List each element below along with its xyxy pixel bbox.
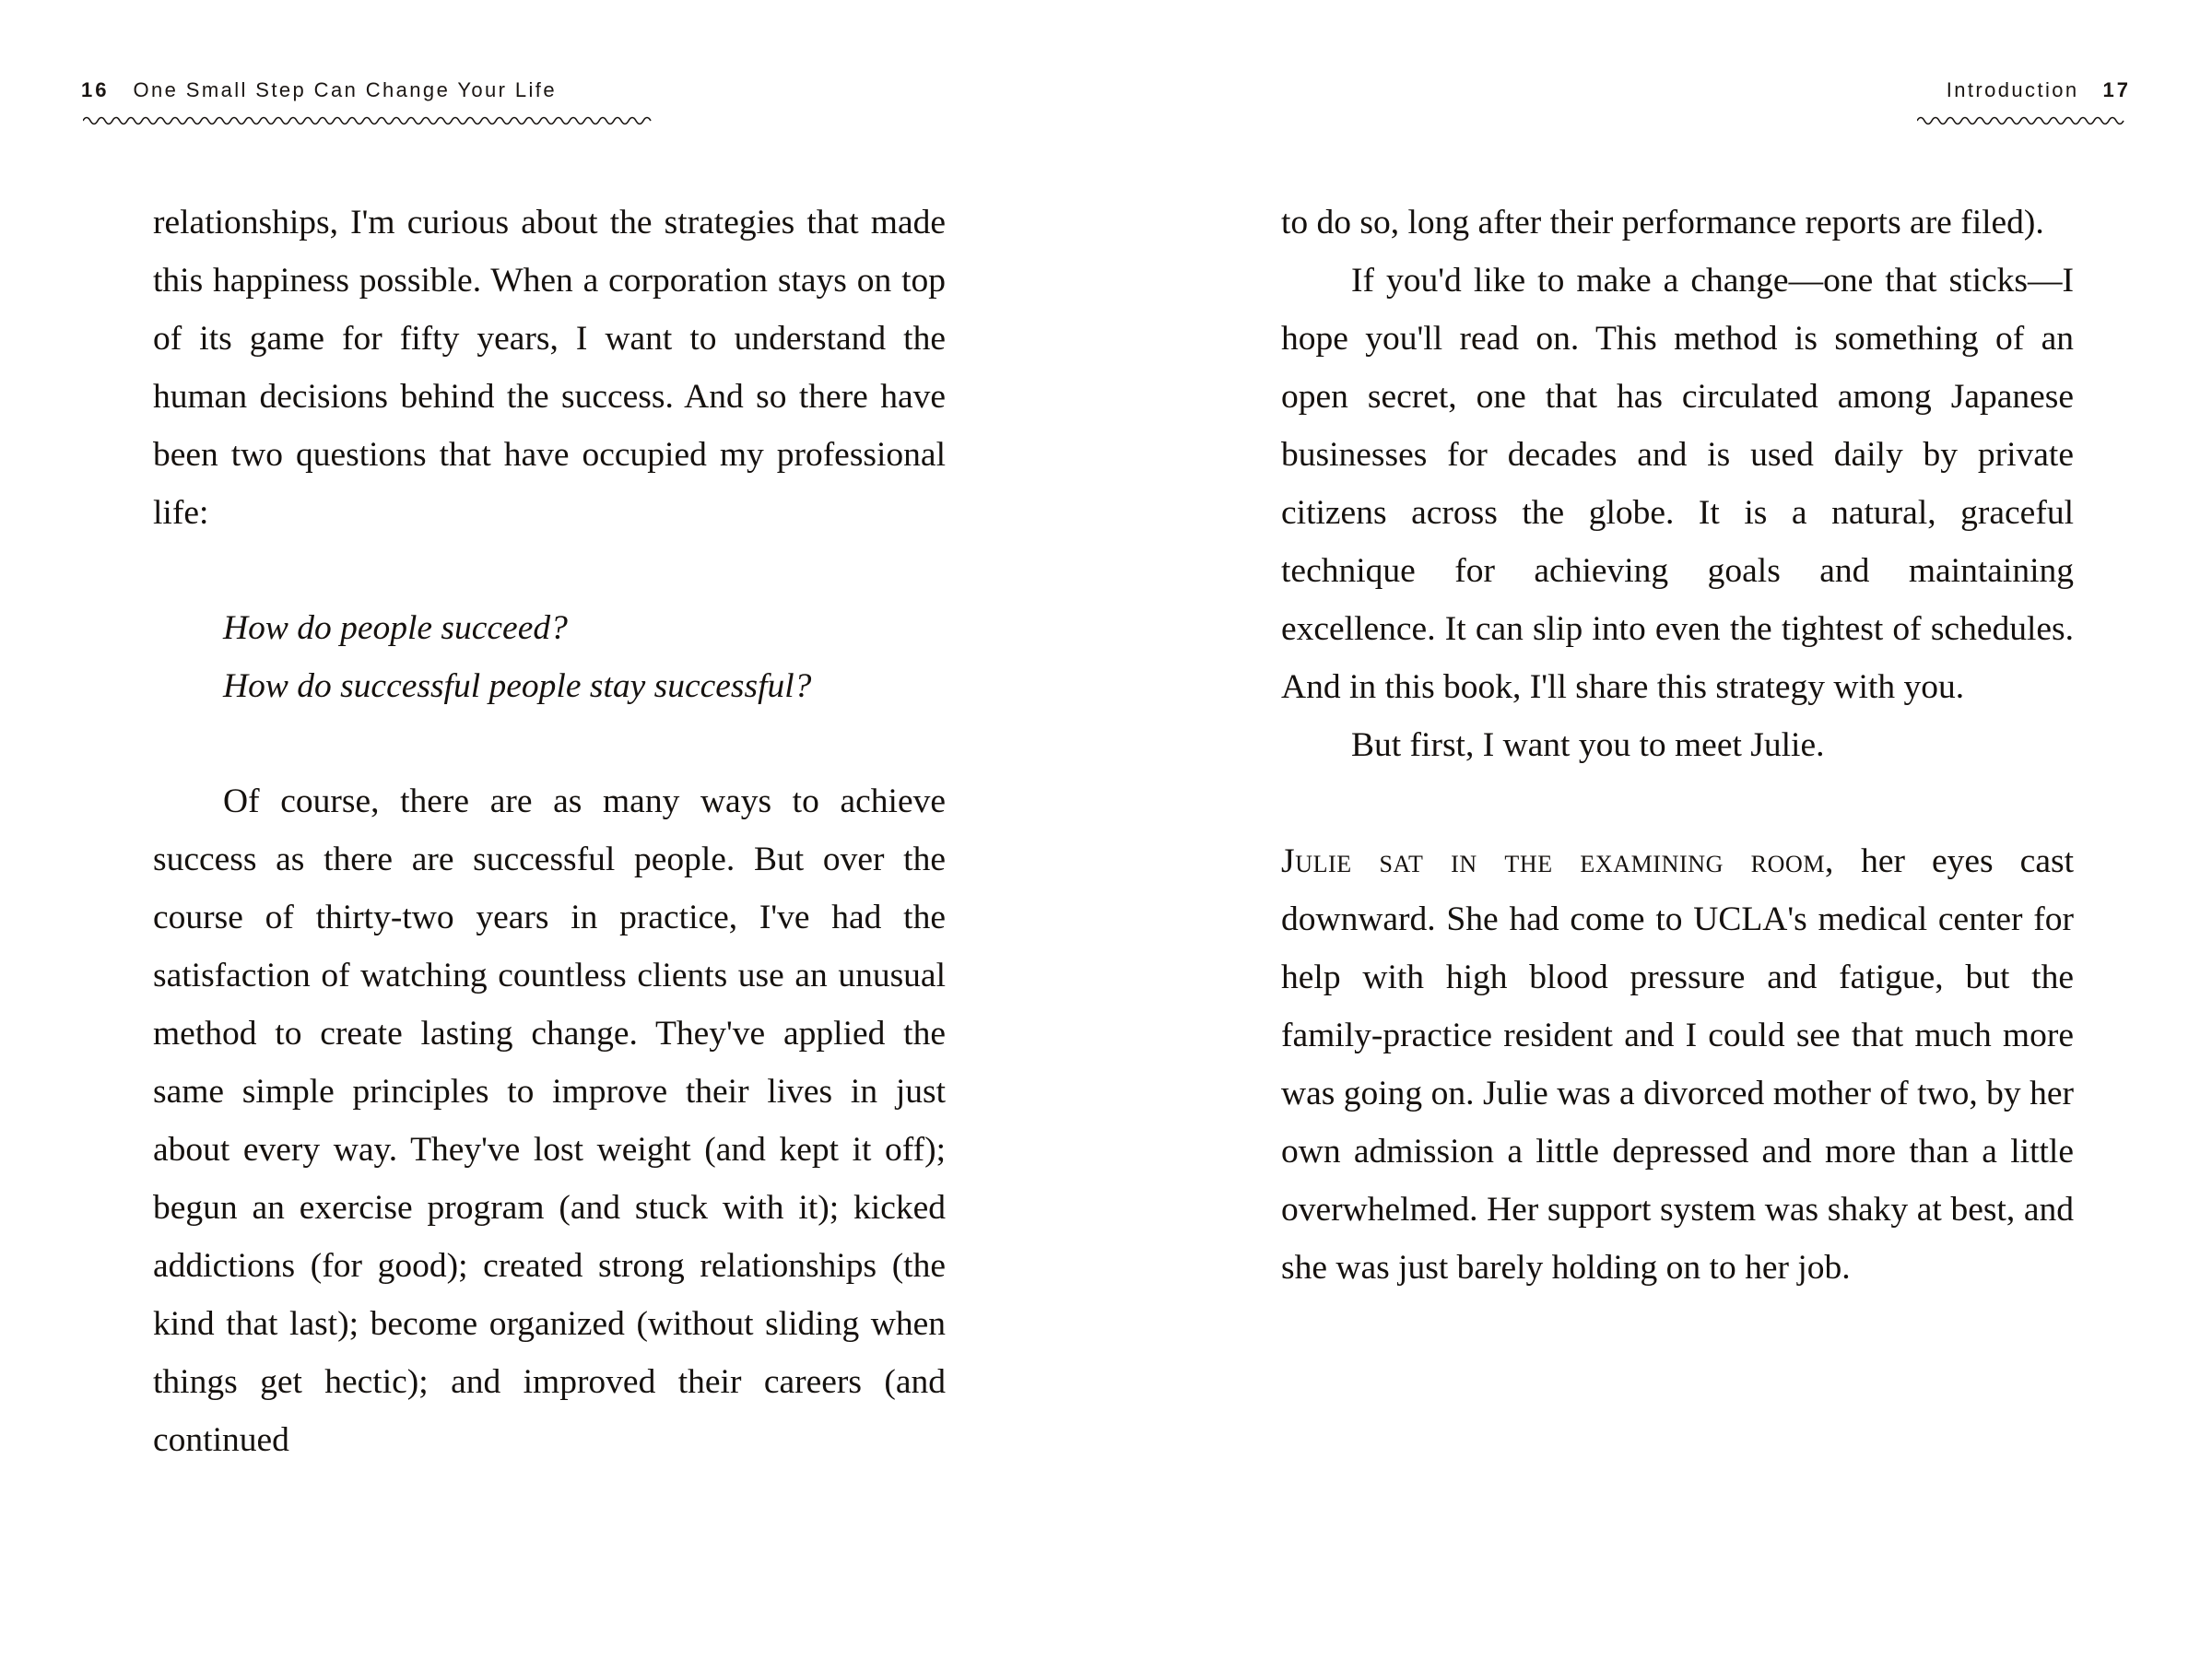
paragraph: If you'd like to make a change—one that sticks—I hope you'll read on. This method is something of an open secret, one that has circulated among Japanese businesses for decades and is used daily by private citizens across the globe. It is a natural, graceful technique for achieving goals and maintaining excellence. It can slip into even the tightest of schedules. And in this book, I'll share this strategy with you. [1281,262,2074,706]
verse-line: How do people succeed? [223,609,568,647]
running-head-left [81,78,557,102]
paragraph: relationships, I'm curious about the strategies that made this happiness possible. When a corporation stays on top of its game for fifty years, I want to understand the human decisions behind the success. And so there have been two questions that have occupied my professional life: [153,204,946,532]
paragraph: Of course, there are as many ways to achieve success as there are successful people. But over the course of thirty-two years in practice, I've had the satisfaction of watching countless clients use an unusual method to create lasting change. They've applied the same simple principles to improve their lives in just about every way. They've lost weight (and kept it off); begun an exercise program (and stuck with it); kicked addictions (for good); created strong relationships (the kind that last); become organized (without sliding when things get hectic); and improved their careers (and continued [153,782,946,1459]
page-right-body [1281,194,2074,1297]
running-title-right: Introduction [1946,78,2079,101]
block-quote-verse [153,599,946,715]
page-number-left: 16 [81,78,110,101]
paragraph: But first, I want you to meet Julie. [1351,726,1825,764]
paragraph-with-smallcaps-opener [1281,832,2074,1297]
verse-line: How do successful people stay successful? [223,667,812,705]
paragraph-text: her eyes cast downward. She had come to UCLA's medical center for help with high blood pressure and fatigue, but the family-practice resident and I could see that much more was going on. Julie was a divorced mother of two, by her own admission a little depressed and more than a little overwhelmed. Her support system was shaky at best, and she was just barely holding on to her job. [1281,842,2074,1287]
paragraph: to do so, long after their performance reports are filed). [1281,204,2044,241]
squiggle-rule-left [83,112,654,125]
paragraph-spacer [1281,774,2074,832]
small-caps-opener: Julie sat in the examining room, [1281,842,1835,880]
page-left-body [153,194,946,1469]
running-head-right [1947,78,2131,102]
squiggle-rule-right [1917,112,2129,125]
running-title-left: One Small Step Can Change Your Life [133,78,557,101]
page-number-right: 17 [2102,78,2131,101]
